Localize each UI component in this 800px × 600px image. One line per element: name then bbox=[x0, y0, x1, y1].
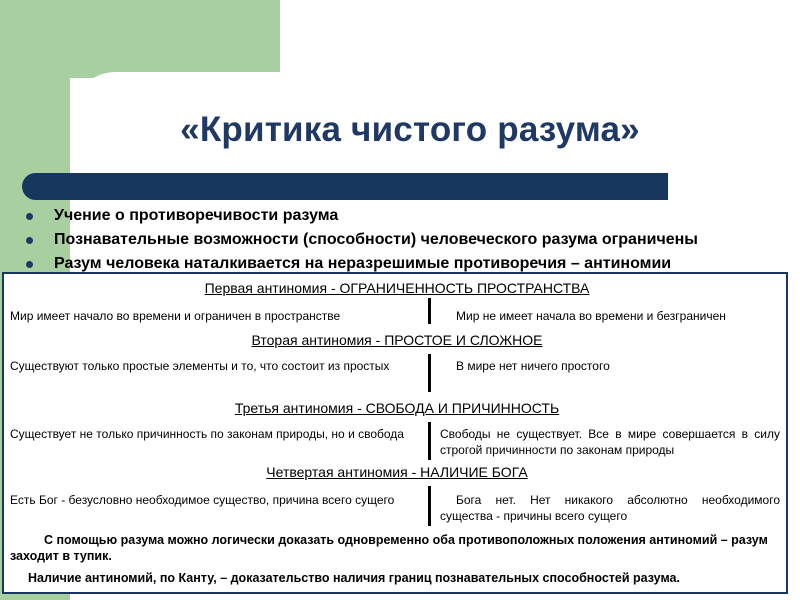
divider-line-3 bbox=[428, 422, 431, 460]
antinomy-thesis-3: Существует не только причинность по законам природы, но и свобода bbox=[10, 427, 404, 441]
bullet-dot-icon bbox=[26, 261, 33, 268]
antinomies-box bbox=[2, 272, 788, 594]
antinomy-heading-3: Третья антиномия - СВОБОДА И ПРИЧИННОСТЬ bbox=[234, 400, 560, 416]
bullet-item bbox=[26, 204, 698, 228]
divider-line-2 bbox=[428, 354, 431, 392]
antinomy-heading-1: Первая антиномия - ОГРАНИЧЕННОСТЬ ПРОСТРАНСТВА bbox=[204, 280, 590, 296]
bullet-list bbox=[26, 204, 698, 276]
bullet-text: Разум человека наталкивается на неразрешимые противоречия – антиномии bbox=[54, 255, 672, 272]
divider-line-4 bbox=[428, 486, 431, 526]
bullet-text: Познавательные возможности (способности) человеческого разума ограничены bbox=[54, 231, 698, 248]
antinomy-thesis-1: Мир имеет начало во времени и ограничен в пространстве bbox=[10, 309, 341, 323]
antinomy-antithesis-1: Мир не имеет начала во времени и безграничен bbox=[456, 309, 726, 323]
antinomy-antithesis-2: В мире нет ничего простого bbox=[456, 359, 610, 373]
divider-line-1 bbox=[428, 298, 431, 324]
bullet-dot-icon bbox=[26, 213, 33, 220]
antinomy-heading-4: Четвертая антиномия - НАЛИЧИЕ БОГА bbox=[266, 464, 528, 480]
bullet-dot-icon bbox=[26, 237, 33, 244]
slide-title: «Критика чистого разума» bbox=[180, 110, 640, 149]
bullet-text: Учение о противоречивости разума bbox=[54, 207, 339, 224]
background-green-top bbox=[70, 0, 280, 78]
bullet-item bbox=[26, 228, 698, 252]
conclusion-limits: Наличие антиномий, по Канту, – доказательство наличия границ познавательных способностей разума. bbox=[28, 571, 680, 585]
antinomy-antithesis-3: Свободы не существует. Все в мире совершается в силу строгой причинности по законам природы bbox=[440, 427, 780, 457]
antinomy-heading-2: Вторая антиномия - ПРОСТОЕ И СЛОЖНОЕ bbox=[251, 332, 543, 348]
antinomy-antithesis-4: Бога нет. Нет никакого абсолютно необходимого существа - причины всего сущего bbox=[440, 493, 780, 523]
conclusion-dead-end: С помощью разума можно логически доказать одновременно оба противоположных положения антиномий – разум заходит в тупик. bbox=[10, 533, 768, 563]
title-underline-bar bbox=[22, 173, 668, 200]
antinomy-thesis-2: Существуют только простые элементы и то, что состоит из простых bbox=[10, 359, 390, 373]
antinomy-thesis-4: Есть Бог - безусловно необходимое существо, причина всего сущего bbox=[10, 493, 395, 507]
